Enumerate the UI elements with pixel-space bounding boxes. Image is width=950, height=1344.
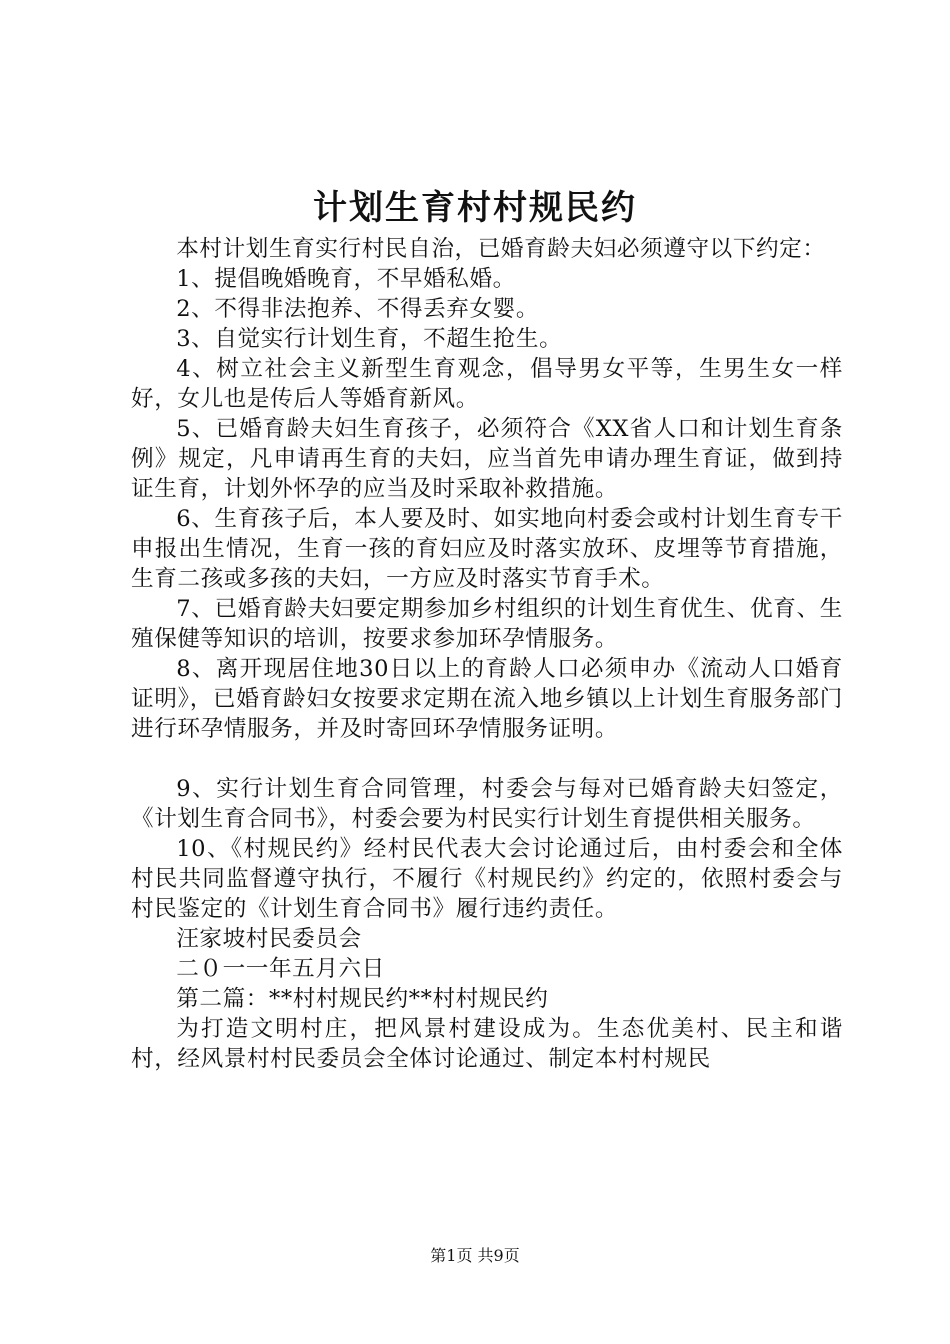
document-title: 计划生育村村规民约 xyxy=(313,188,637,228)
rule-1: 1、提倡晚婚晚育，不早婚私婚。 xyxy=(176,266,516,292)
document-body xyxy=(131,234,843,1074)
signature-date: 二０一一年五月六日 xyxy=(176,956,385,982)
rule-5: 5、已婚育龄夫妇生育孩子，必须符合《XX省人口和计划生育条例》规定，凡申请再生育的夫妇，应当首先申请办理生育证，做到持证生育，计划外怀孕的应当及时采取补救措施。 xyxy=(131,416,843,502)
rule-7: 7、已婚育龄夫妇要定期参加乡村组织的计划生育优生、优育、生殖保健等知识的培训，按要求参加环孕情服务。 xyxy=(131,596,843,652)
rule-6: 6、生育孩子后，本人要及时、如实地向村委会或村计划生育专干申报出生情况，生育一孩的育妇应及时落实放环、皮埋等节育措施，生育二孩或多孩的夫妇，一方应及时落实节育手术。 xyxy=(131,506,843,592)
rule-9: 9、实行计划生育合同管理，村委会与每对已婚育龄夫妇签定，《计划生育合同书》，村委会要为村民实行计划生育提供相关服务。 xyxy=(131,776,843,832)
rule-2: 2、不得非法抱养、不得丢弃女婴。 xyxy=(176,296,540,322)
intro-paragraph: 本村计划生育实行村民自治，已婚育龄夫妇必须遵守以下约定： xyxy=(176,236,826,262)
section-intro: 为打造文明村庄，把风景村建设成为。生态优美村、民主和谐村，经风景村村民委员会全体讨论通过、制定本村村规民 xyxy=(131,1016,843,1072)
rule-8: 8、离开现居住地30日以上的育龄人口必须申办《流动人口婚育证明》，已婚育龄妇女按要求定期在流入地乡镇以上计划生育服务部门进行环孕情服务，并及时寄回环孕情服务证明。 xyxy=(131,656,843,742)
rule-10: 10、《村规民约》经村民代表大会讨论通过后，由村委会和全体村民共同监督遵守执行，不履行《村规民约》约定的，依照村委会与村民鉴定的《计划生育合同书》履行违约责任。 xyxy=(131,836,843,922)
signature-committee: 汪家坡村民委员会 xyxy=(176,926,362,952)
page-footer: 第1页 共9页 xyxy=(430,1246,520,1265)
section-heading: 第二篇：**村村规民约**村村规民约 xyxy=(176,986,549,1012)
rule-4: 4、树立社会主义新型生育观念，倡导男女平等，生男生女一样好，女儿也是传后人等婚育新风。 xyxy=(131,356,843,412)
rule-3: 3、自觉实行计划生育，不超生抢生。 xyxy=(176,326,563,352)
